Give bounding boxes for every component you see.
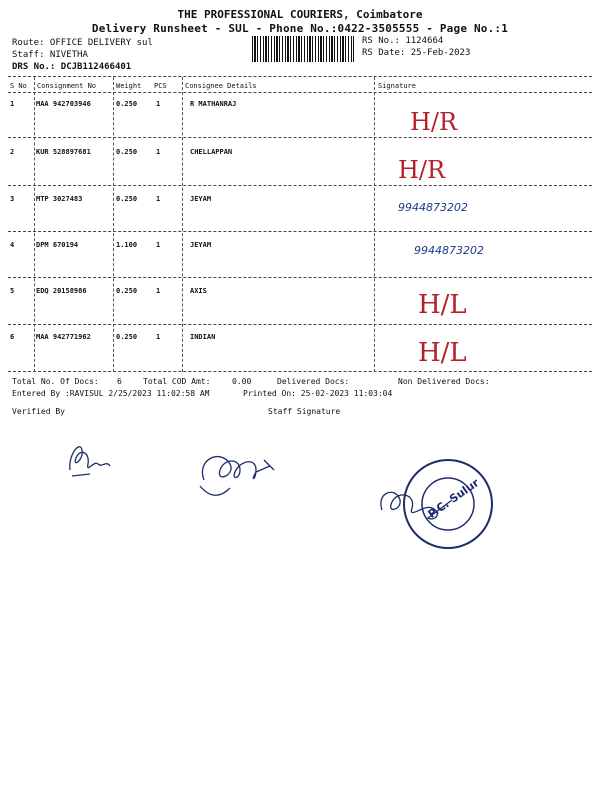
col-consignee: Consignee Details	[185, 82, 257, 90]
row-pcs: 1	[156, 195, 161, 203]
table-bottom-rule	[8, 371, 592, 372]
handwritten-signature: H/R	[410, 108, 458, 136]
row-consignment: DPM 670194	[36, 241, 79, 249]
row-consignment: KUR 528897681	[36, 148, 91, 156]
handwritten-phone: 9944873202	[398, 201, 468, 214]
table-top-rule	[8, 76, 592, 77]
total-docs-label: Total No. Of Docs:	[12, 377, 99, 386]
drs-number	[12, 62, 131, 72]
office-stamp	[400, 456, 496, 552]
row-pcs: 1	[156, 333, 161, 341]
row-sno: 6	[10, 333, 15, 341]
row-divider	[8, 185, 592, 186]
handwritten-signature: H/L	[418, 338, 467, 368]
handwritten-signature: H/L	[418, 290, 467, 320]
total-docs-value: 6	[117, 377, 122, 386]
row-consignment: MTP 3027483	[36, 195, 83, 203]
col-consignment: Consignment No	[37, 82, 97, 90]
staff-signature-label: Staff Signature	[268, 407, 341, 416]
row-weight: 0.250	[116, 195, 138, 203]
staff-label: Staff: NIVETHA	[12, 50, 88, 60]
column-separator	[374, 77, 375, 372]
rs-number: RS No.: 1124664	[362, 36, 444, 46]
non-delivered-docs-label: Non Delivered Docs:	[398, 377, 490, 386]
row-sno: 2	[10, 148, 15, 156]
stamp-text: P.C. Sulur	[425, 476, 482, 521]
column-separator	[182, 77, 183, 372]
entered-by: Entered By :RAVISUL 2/25/2023 11:02:58 AM	[12, 389, 210, 398]
handwritten-phone: 9944873202	[414, 244, 484, 257]
row-divider	[8, 137, 592, 138]
row-consignee: JEYAM	[190, 241, 212, 249]
row-consignment: EDQ 20158986	[36, 287, 87, 295]
row-divider	[8, 324, 592, 325]
row-weight: 0.250	[116, 333, 138, 341]
barcode	[252, 36, 354, 62]
row-consignment: MAA 942703946	[36, 100, 91, 108]
row-weight: 0.250	[116, 148, 138, 156]
row-consignee: CHELLAPPAN	[190, 148, 233, 156]
company-title: THE PROFESSIONAL COURIERS, Coimbatore	[177, 8, 423, 21]
row-divider	[8, 231, 592, 232]
row-pcs: 1	[156, 241, 161, 249]
row-consignment: MAA 942771962	[36, 333, 91, 341]
col-signature: Signature	[378, 82, 416, 90]
col-sno: S No	[10, 82, 27, 90]
total-cod-label: Total COD Amt:	[143, 377, 211, 386]
column-separator	[113, 77, 114, 372]
table-header-rule	[8, 92, 592, 93]
verified-by-label: Verified By	[12, 407, 65, 416]
route-label: Route: OFFICE DELIVERY sul	[12, 38, 153, 48]
staff-signature-scribble	[190, 440, 310, 510]
row-sno: 1	[10, 100, 15, 108]
row-sno: 3	[10, 195, 15, 203]
row-sno: 4	[10, 241, 15, 249]
row-weight: 0.250	[116, 100, 138, 108]
delivered-docs-label: Delivered Docs:	[277, 377, 350, 386]
total-cod-value: 0.00	[232, 377, 252, 386]
handwritten-signature: H/R	[398, 156, 446, 184]
row-sno: 5	[10, 287, 15, 295]
row-weight: 0.250	[116, 287, 138, 295]
rs-date: RS Date: 25-Feb-2023	[362, 48, 471, 58]
printed-on: Printed On: 25-02-2023 11:03:04	[243, 389, 393, 398]
verifier-signature	[50, 430, 130, 490]
row-consignee: AXIS	[190, 287, 207, 295]
row-pcs: 1	[156, 100, 161, 108]
drs-value: DCJB112466401	[60, 62, 132, 72]
row-consignee: R MATHANRAJ	[190, 100, 237, 108]
runsheet-subtitle: Delivery Runsheet - SUL - Phone No.:0422-3505555 - Page No.:1	[91, 22, 509, 35]
drs-label: DRS No.:	[12, 62, 56, 72]
col-weight: Weight	[116, 82, 142, 90]
column-separator	[34, 77, 35, 372]
row-pcs: 1	[156, 287, 161, 295]
col-pcs: PCS	[154, 82, 167, 90]
row-divider	[8, 277, 592, 278]
row-weight: 1.100	[116, 241, 138, 249]
row-pcs: 1	[156, 148, 161, 156]
row-consignee: JEYAM	[190, 195, 212, 203]
row-consignee: INDIAN	[190, 333, 216, 341]
